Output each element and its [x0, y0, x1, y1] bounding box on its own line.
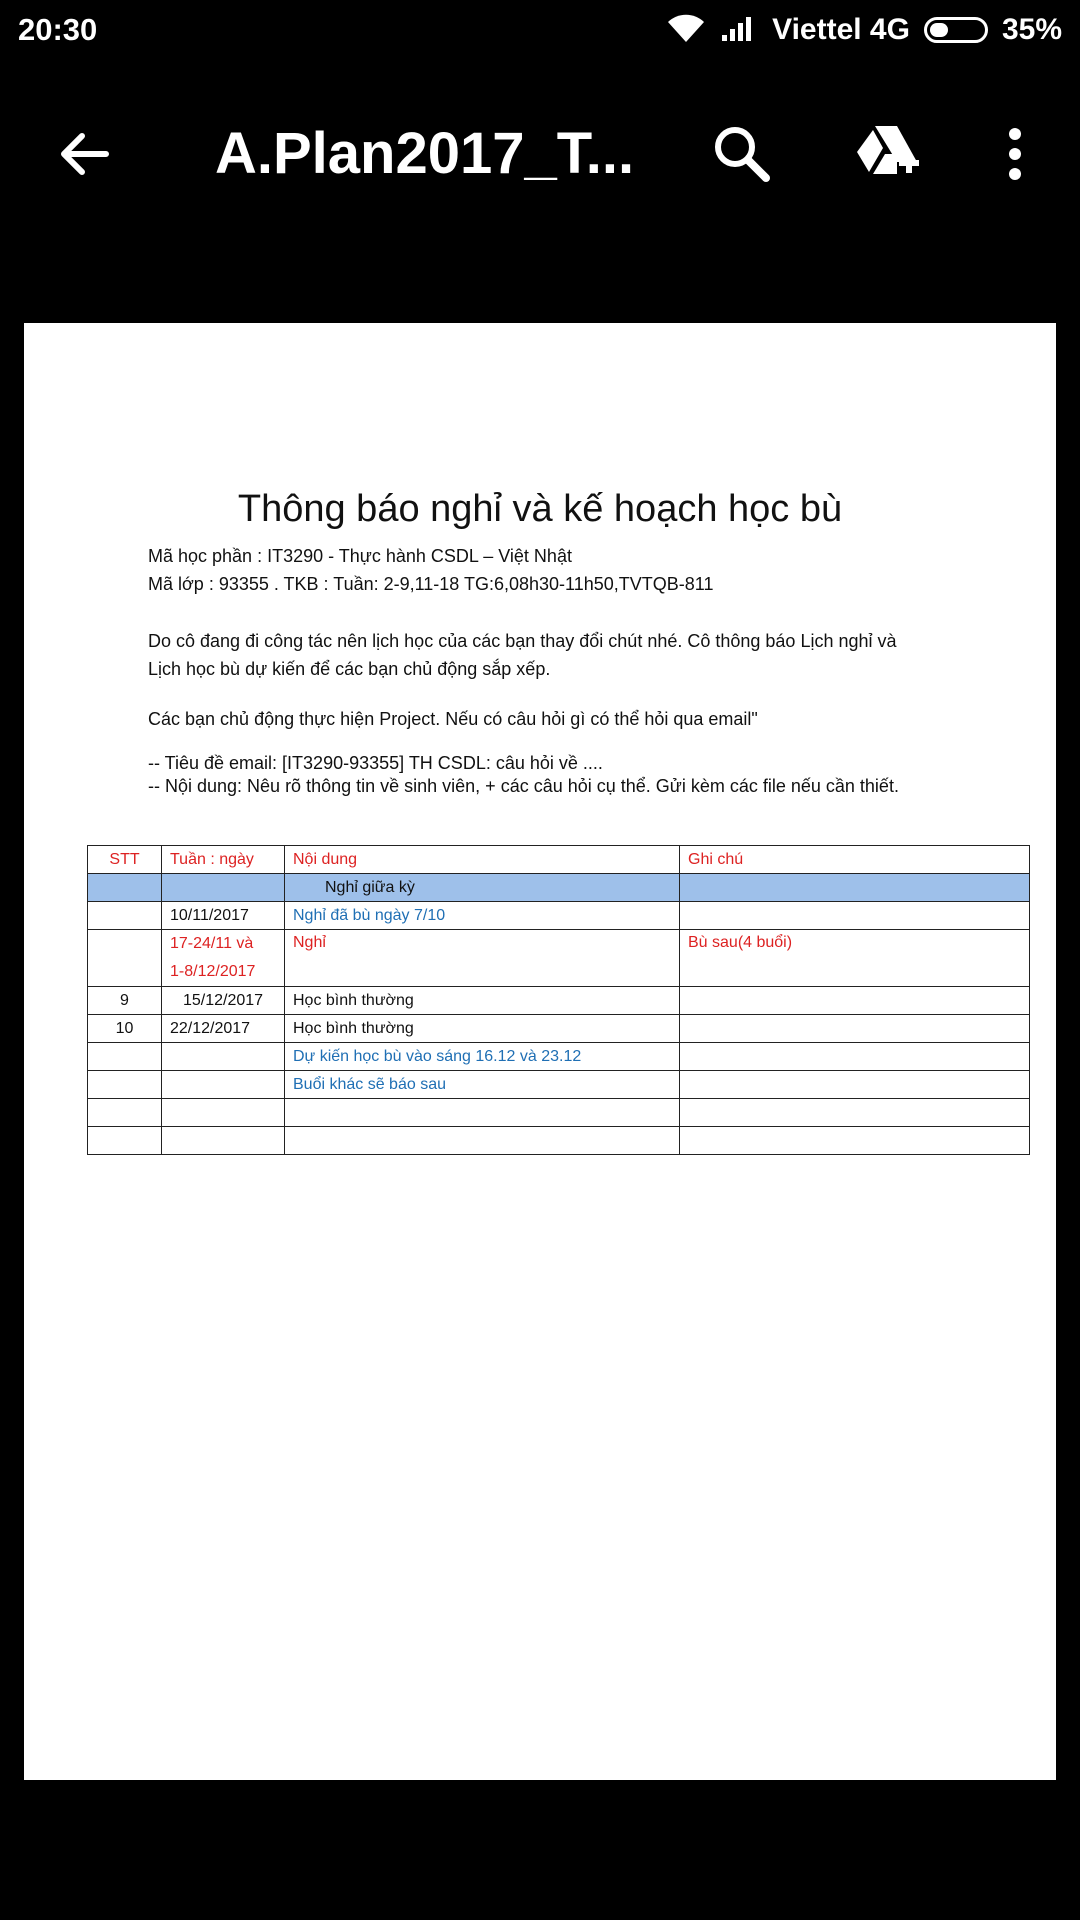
table-cell — [285, 1127, 680, 1155]
drive-add-icon — [853, 122, 923, 186]
back-button[interactable] — [44, 114, 124, 194]
header-stt: STT — [88, 846, 162, 874]
doc-heading: Thông báo nghỉ và kế hoạch học bù — [237, 488, 843, 530]
signal-icon — [720, 13, 758, 48]
header-note: Ghi chú — [680, 846, 1030, 874]
row-week: 10/11/2017 — [162, 902, 285, 930]
table-cell — [680, 874, 1030, 902]
row-note — [680, 1043, 1030, 1071]
email-content-line: -- Nội dung: Nêu rõ thông tin về sinh viên, + các câu hỏi cụ thể. Gửi kèm các file nếu cần thiết. — [148, 776, 899, 796]
table-cell — [162, 1099, 285, 1127]
more-options-button[interactable] — [990, 112, 1040, 196]
status-bar — [0, 0, 1080, 62]
row-content: Nghỉ — [285, 930, 680, 987]
row-note: Bù sau(4 buổi) — [680, 930, 1030, 987]
document-title: A.Plan2017_T... — [215, 121, 635, 186]
midterm-row — [88, 874, 1030, 902]
row-week: 15/12/2017 — [162, 987, 285, 1015]
row-week — [162, 1071, 285, 1099]
row-week — [162, 1043, 285, 1071]
row-stt: 9 — [88, 987, 162, 1015]
row-note — [680, 987, 1030, 1015]
table-row — [88, 1015, 1030, 1043]
row-content: Nghỉ đã bù ngày 7/10 — [285, 902, 680, 930]
schedule-table — [87, 845, 1030, 1155]
battery-level-fill — [930, 23, 948, 37]
carrier-label: Viettel 4G — [772, 13, 910, 46]
notice-paragraph: Do cô đang đi công tác nên lịch học của các bạn thay đổi chút nhé. Cô thông báo Lịch nghỉ và Lịch học bù dự kiến để các bạn chủ động sắp xếp. — [148, 631, 897, 679]
row-content: Dự kiến học bù vào sáng 16.12 và 23.12 — [285, 1043, 680, 1071]
table-row — [88, 902, 1030, 930]
row-stt: 10 — [88, 1015, 162, 1043]
table-cell — [680, 1127, 1030, 1155]
table-cell — [162, 874, 285, 902]
add-to-drive-button[interactable] — [846, 112, 930, 196]
table-cell — [162, 1127, 285, 1155]
table-row — [88, 1043, 1030, 1071]
row-week-line2: 1-8/12/2017 — [170, 963, 256, 980]
table-cell — [680, 1099, 1030, 1127]
battery-icon — [924, 17, 988, 43]
row-content: Học bình thường — [285, 1015, 680, 1043]
email-subject-line: -- Tiêu đề email: [IT3290-93355] TH CSDL: câu hỏi về .... — [148, 753, 603, 773]
table-header-row — [88, 846, 1030, 874]
header-week: Tuần : ngày — [162, 846, 285, 874]
status-indicators — [666, 10, 1062, 50]
battery-percent: 35% — [1001, 13, 1062, 46]
search-button[interactable] — [700, 112, 784, 196]
more-vert-icon — [1005, 124, 1025, 184]
table-cell — [88, 874, 162, 902]
row-week: 22/12/2017 — [162, 1015, 285, 1043]
table-cell — [285, 1099, 680, 1127]
row-stt — [88, 930, 162, 987]
wifi-icon — [666, 12, 706, 49]
search-icon — [710, 122, 774, 186]
table-cell — [88, 1127, 162, 1155]
empty-row — [88, 1127, 1030, 1155]
midterm-label: Nghỉ giữa kỳ — [285, 874, 680, 902]
row-note — [680, 1015, 1030, 1043]
row-stt — [88, 1043, 162, 1071]
header-content: Nội dung — [285, 846, 680, 874]
row-note — [680, 902, 1030, 930]
class-line: Mã lớp : 93355 . TKB : Tuần: 2-9,11-18 TG:6,08h30-11h50,TVTQB-811 — [148, 574, 714, 594]
document-page[interactable] — [24, 323, 1056, 1780]
row-week-line1: 17-24/11 và — [170, 935, 254, 952]
arrow-left-icon — [54, 124, 114, 184]
row-stt — [88, 902, 162, 930]
table-row — [88, 930, 1030, 987]
row-stt — [88, 1071, 162, 1099]
row-note — [680, 1071, 1030, 1099]
status-time: 20:30 — [18, 12, 98, 47]
table-row — [88, 987, 1030, 1015]
row-content: Học bình thường — [285, 987, 680, 1015]
row-content: Buổi khác sẽ báo sau — [285, 1071, 680, 1099]
table-row — [88, 1071, 1030, 1099]
table-cell — [88, 1099, 162, 1127]
row-week — [162, 930, 285, 987]
course-line: Mã học phần : IT3290 - Thực hành CSDL – Việt Nhật — [148, 546, 572, 566]
app-toolbar — [0, 62, 1080, 227]
empty-row — [88, 1099, 1030, 1127]
project-paragraph: Các bạn chủ động thực hiện Project. Nếu có câu hỏi gì có thể hỏi qua email" — [148, 709, 758, 729]
